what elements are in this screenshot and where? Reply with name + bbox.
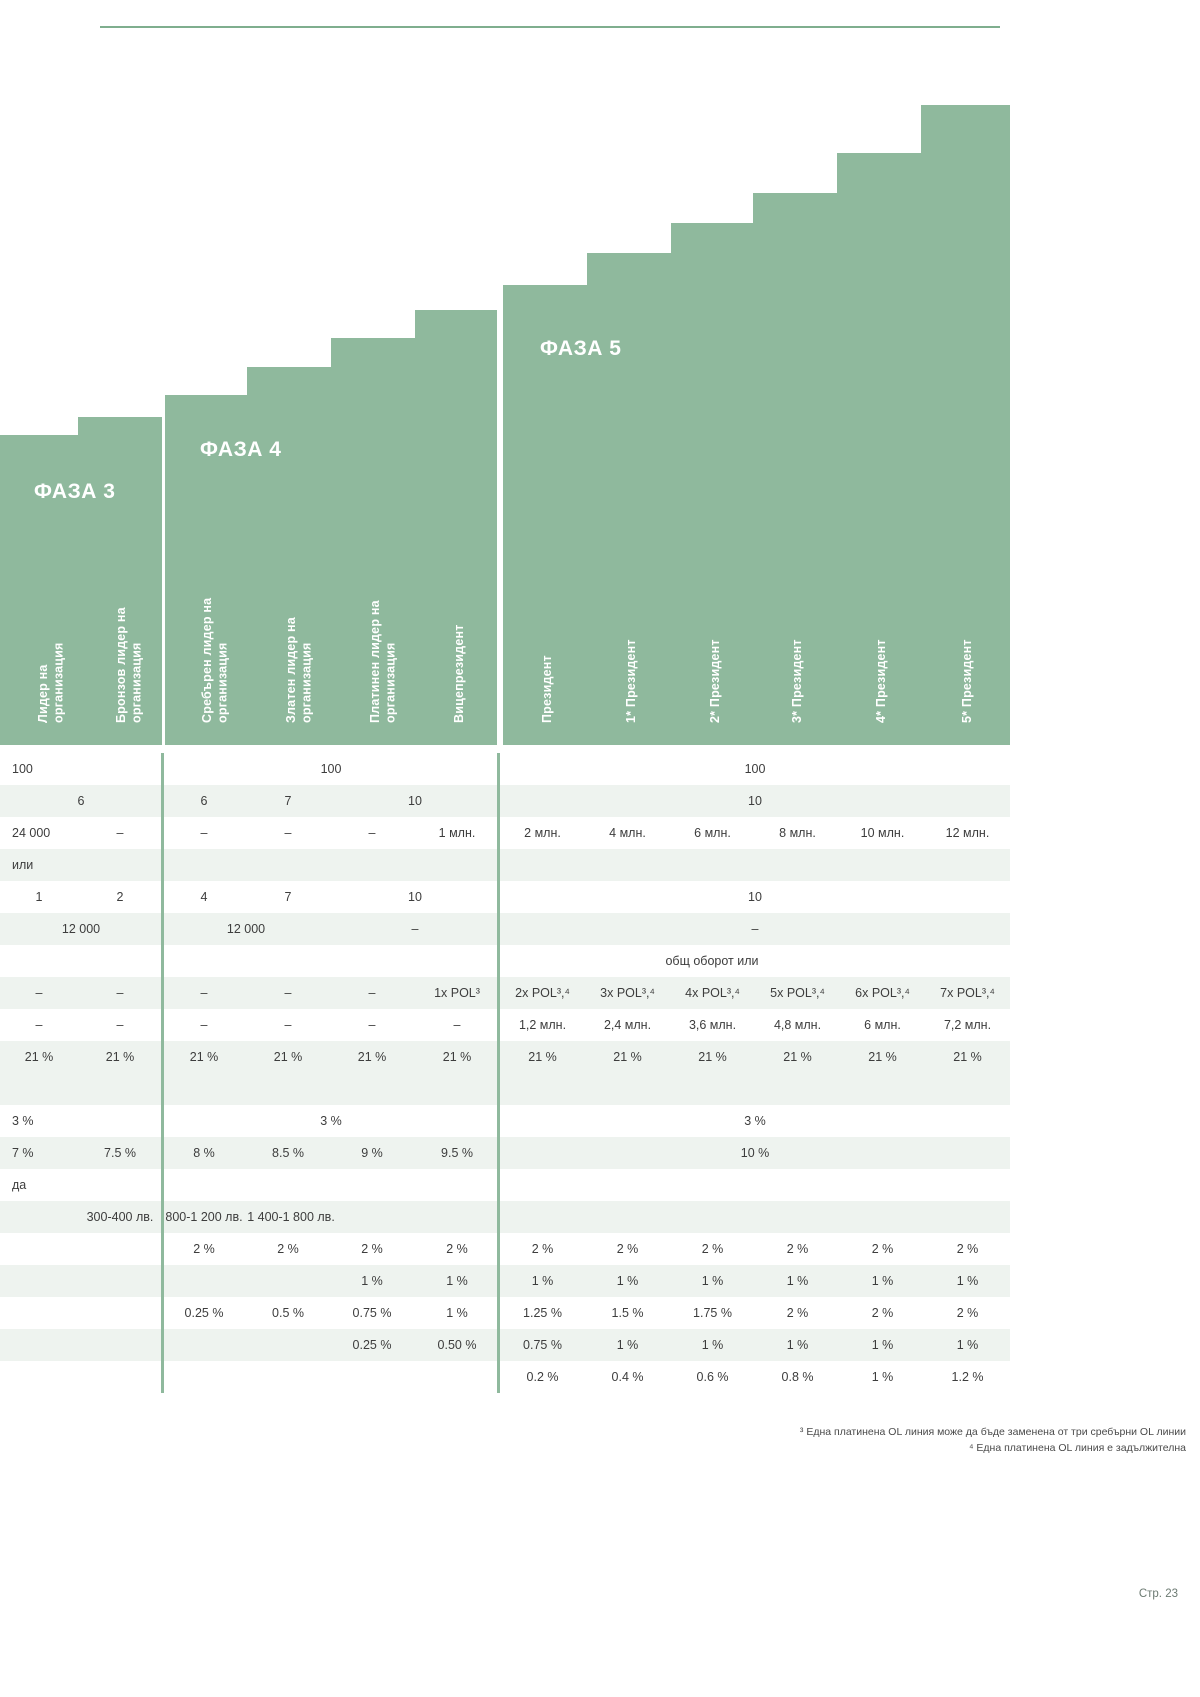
rank-label-president-5: 5* Президент xyxy=(960,639,974,723)
table-cell: 1 % xyxy=(361,1274,383,1288)
table-cell: 21 % xyxy=(953,1050,982,1064)
table-cell: 1 % xyxy=(531,1274,554,1288)
table-cell: 2 % xyxy=(193,1242,215,1256)
table-cell: – xyxy=(200,986,208,1000)
table-row xyxy=(0,1361,1010,1393)
stair-chart xyxy=(0,105,1010,745)
table-cell: 2 млн. xyxy=(524,826,561,840)
table-cell: 2 % xyxy=(871,1242,894,1256)
table-row xyxy=(0,945,1010,977)
table-cell: 1.5 % xyxy=(611,1306,644,1320)
table-cell: – xyxy=(200,1018,208,1032)
table-cell: 3 % xyxy=(744,1114,766,1128)
table-cell: 4 xyxy=(200,890,208,904)
table-cell: 0.2 % xyxy=(526,1370,559,1384)
table-cell: 2 % xyxy=(786,1306,809,1320)
table-cell: 1,2 млн. xyxy=(518,1018,567,1032)
table-cell: 1 % xyxy=(616,1274,639,1288)
table-cell: – xyxy=(368,986,376,1000)
table-cell: 7.5 % xyxy=(104,1146,136,1160)
table-cell: 1 % xyxy=(701,1274,724,1288)
table-cell: 1 % xyxy=(786,1338,809,1352)
table-row xyxy=(0,913,1010,945)
table-cell: 3x POL³,⁴ xyxy=(600,986,655,1000)
table-cell: 10 xyxy=(748,794,762,808)
table-cell: 10 xyxy=(408,794,422,808)
table-cell: 2 % xyxy=(956,1242,979,1256)
table-cell: – xyxy=(368,1018,376,1032)
table-cell: 21 % xyxy=(868,1050,897,1064)
table-cell: 0.8 % xyxy=(781,1370,814,1384)
table-row xyxy=(0,1201,1010,1233)
rank-label-president-4: 4* Президент xyxy=(874,639,888,723)
table-cell: 21 % xyxy=(105,1050,135,1064)
table-cell: – xyxy=(116,986,124,1000)
table-cell: 1x POL³ xyxy=(434,986,480,1000)
table-cell: 2 % xyxy=(616,1242,639,1256)
table-cell: 1 400-1 800 лв. xyxy=(247,1210,335,1224)
table-cell: 2x POL³,⁴ xyxy=(515,986,570,1000)
footnotes xyxy=(586,1424,1186,1457)
qualification-table xyxy=(0,753,1010,1393)
table-cell: 12 000 xyxy=(61,922,101,936)
table-cell: 7,2 млн. xyxy=(943,1018,992,1032)
footnote-4: ⁴ Една платинена OL линия е задължителна xyxy=(968,1442,1186,1455)
table-cell: 6 xyxy=(77,794,85,808)
table-cell: 100 xyxy=(744,762,766,776)
table-cell: 7 % xyxy=(12,1146,34,1160)
table-cell: 10 млн. xyxy=(860,826,905,840)
table-cell: 8 % xyxy=(193,1146,215,1160)
table-cell: 3 % xyxy=(12,1114,34,1128)
table-row xyxy=(0,1233,1010,1265)
table-cell: 7x POL³,⁴ xyxy=(940,986,995,1000)
table-cell: 0.5 % xyxy=(272,1306,304,1320)
table-cell: или xyxy=(12,858,34,872)
table-cell: 4x POL³,⁴ xyxy=(685,986,740,1000)
table-cell: 10 xyxy=(408,890,422,904)
table-cell: общ оборот или xyxy=(665,954,759,968)
table-cell: 12 000 xyxy=(226,922,266,936)
table-cell: – xyxy=(116,826,124,840)
table-cell: 3,6 млн. xyxy=(688,1018,737,1032)
table-cell: 1 % xyxy=(956,1274,979,1288)
table-cell: – xyxy=(284,986,292,1000)
table-cell: – xyxy=(751,922,759,936)
table-row xyxy=(0,1041,1010,1073)
table-cell: – xyxy=(116,1018,124,1032)
table-cell: 1 xyxy=(35,890,43,904)
table-cell: 1 % xyxy=(956,1338,979,1352)
table-cell: 300-400 лв. xyxy=(86,1210,154,1224)
table-cell: 9.5 % xyxy=(441,1146,473,1160)
table-cell: 100 xyxy=(12,762,33,776)
table-cell: 21 % xyxy=(528,1050,557,1064)
table-cell: 21 % xyxy=(442,1050,472,1064)
table-cell: 21 % xyxy=(613,1050,642,1064)
table-cell: 1 млн. xyxy=(438,826,476,840)
table-cell: 1 % xyxy=(446,1306,468,1320)
table-cell: 24 000 xyxy=(12,826,51,840)
table-row xyxy=(0,1329,1010,1361)
table-cell: 1 % xyxy=(701,1338,724,1352)
rank-label-leader: Лидер на организация xyxy=(36,642,66,723)
table-cell: 1 % xyxy=(871,1274,894,1288)
table-cell: 5x POL³,⁴ xyxy=(770,986,825,1000)
table-cell: 2 % xyxy=(871,1306,894,1320)
table-cell: 21 % xyxy=(189,1050,219,1064)
table-cell: 8.5 % xyxy=(272,1146,304,1160)
table-cell: 0.6 % xyxy=(696,1370,729,1384)
table-cell: 10 xyxy=(748,890,762,904)
table-row xyxy=(0,785,1010,817)
table-cell: 1 % xyxy=(446,1274,468,1288)
table-cell: 800-1 200 лв. xyxy=(165,1210,243,1224)
table-cell: 21 % xyxy=(273,1050,303,1064)
table-row xyxy=(0,1137,1010,1169)
phase-label-5: ФАЗА 5 xyxy=(540,337,622,360)
table-row xyxy=(0,1265,1010,1297)
table-cell: 2 % xyxy=(531,1242,554,1256)
table-cell: 0.75 % xyxy=(352,1306,392,1320)
table-cell: 6 млн. xyxy=(864,1018,901,1032)
rank-label-gold: Златен лидер на организация xyxy=(284,617,314,723)
table-cell: 2 % xyxy=(446,1242,468,1256)
table-cell: 2 % xyxy=(361,1242,383,1256)
table-cell: 21 % xyxy=(698,1050,727,1064)
rank-label-silver: Сребърен лидер на организация xyxy=(200,597,230,723)
table-cell: 21 % xyxy=(357,1050,387,1064)
rank-label-platinum: Платинен лидер на организация xyxy=(368,600,398,723)
page-number: Стр. 23 xyxy=(1138,1588,1178,1600)
table-cell: 10 % xyxy=(740,1146,770,1160)
table-cell: – xyxy=(35,986,43,1000)
rank-label-president-2: 2* Президент xyxy=(708,639,722,723)
table-cell: 2 % xyxy=(786,1242,809,1256)
table-cell: 0.25 % xyxy=(352,1338,392,1352)
table-cell: 7 xyxy=(284,890,292,904)
table-cell: да xyxy=(12,1178,27,1192)
table-cell: 1 % xyxy=(871,1370,894,1384)
table-cell: 4,8 млн. xyxy=(773,1018,822,1032)
table-cell: 6 млн. xyxy=(694,826,731,840)
rank-label-bronze: Бронзов лидер на организация xyxy=(114,607,144,723)
table-cell: – xyxy=(284,1018,292,1032)
table-row xyxy=(0,753,1010,785)
table-cell: 2 % xyxy=(701,1242,724,1256)
table-cell: – xyxy=(453,1018,461,1032)
table-cell: 0.25 % xyxy=(184,1306,224,1320)
table-cell: 6 xyxy=(200,794,208,808)
table-cell: 0.4 % xyxy=(611,1370,644,1384)
table-row xyxy=(0,817,1010,849)
table-cell: 7 xyxy=(284,794,292,808)
table-cell: 100 xyxy=(320,762,342,776)
phase-divider-3-4 xyxy=(161,753,164,1393)
table-cell: 2 % xyxy=(956,1306,979,1320)
footnote-3: ³ Една платинена OL линия може да бъде заменена от три сребърни OL линии xyxy=(799,1426,1186,1438)
table-row xyxy=(0,1169,1010,1201)
table-row xyxy=(0,977,1010,1009)
top-rule xyxy=(100,26,1000,28)
table-cell: 2,4 млн. xyxy=(603,1018,652,1032)
table-cell: – xyxy=(368,826,376,840)
table-cell: 1.2 % xyxy=(951,1370,984,1384)
table-cell: 21 % xyxy=(783,1050,812,1064)
rank-label-president-3: 3* Президент xyxy=(790,639,804,723)
table-cell: – xyxy=(411,922,419,936)
phase-divider-4-5 xyxy=(497,753,500,1393)
table-row xyxy=(0,881,1010,913)
table-cell: 1.75 % xyxy=(693,1306,732,1320)
table-cell: – xyxy=(35,1018,43,1032)
table-cell: 0.75 % xyxy=(523,1338,562,1352)
table-row xyxy=(0,849,1010,881)
table-cell: 1 % xyxy=(871,1338,894,1352)
table-cell: – xyxy=(200,826,208,840)
rank-label-president-1: 1* Президент xyxy=(624,639,638,723)
table-cell: 4 млн. xyxy=(609,826,646,840)
table-cell: 2 % xyxy=(277,1242,299,1256)
table-cell: 1.25 % xyxy=(523,1306,562,1320)
phase-label-4: ФАЗА 4 xyxy=(200,438,282,461)
table-row xyxy=(0,1073,1010,1105)
table-row xyxy=(0,1009,1010,1041)
table-row xyxy=(0,1297,1010,1329)
table-cell: 9 % xyxy=(361,1146,383,1160)
table-cell: 1 % xyxy=(616,1338,639,1352)
table-row xyxy=(0,1105,1010,1137)
table-cell: 21 % xyxy=(24,1050,54,1064)
phase-label-3: ФАЗА 3 xyxy=(34,480,116,503)
table-cell: 3 % xyxy=(320,1114,342,1128)
table-cell: 8 млн. xyxy=(779,826,816,840)
table-cell: – xyxy=(284,826,292,840)
table-cell: 2 xyxy=(116,890,124,904)
table-cell: 1 % xyxy=(786,1274,809,1288)
table-cell: 0.50 % xyxy=(437,1338,477,1352)
table-cell: 6x POL³,⁴ xyxy=(855,986,910,1000)
table-cell: 12 млн. xyxy=(945,826,990,840)
rank-label-vicepresident: Вицепрезидент xyxy=(452,624,466,723)
rank-label-president: Президент xyxy=(540,655,554,723)
